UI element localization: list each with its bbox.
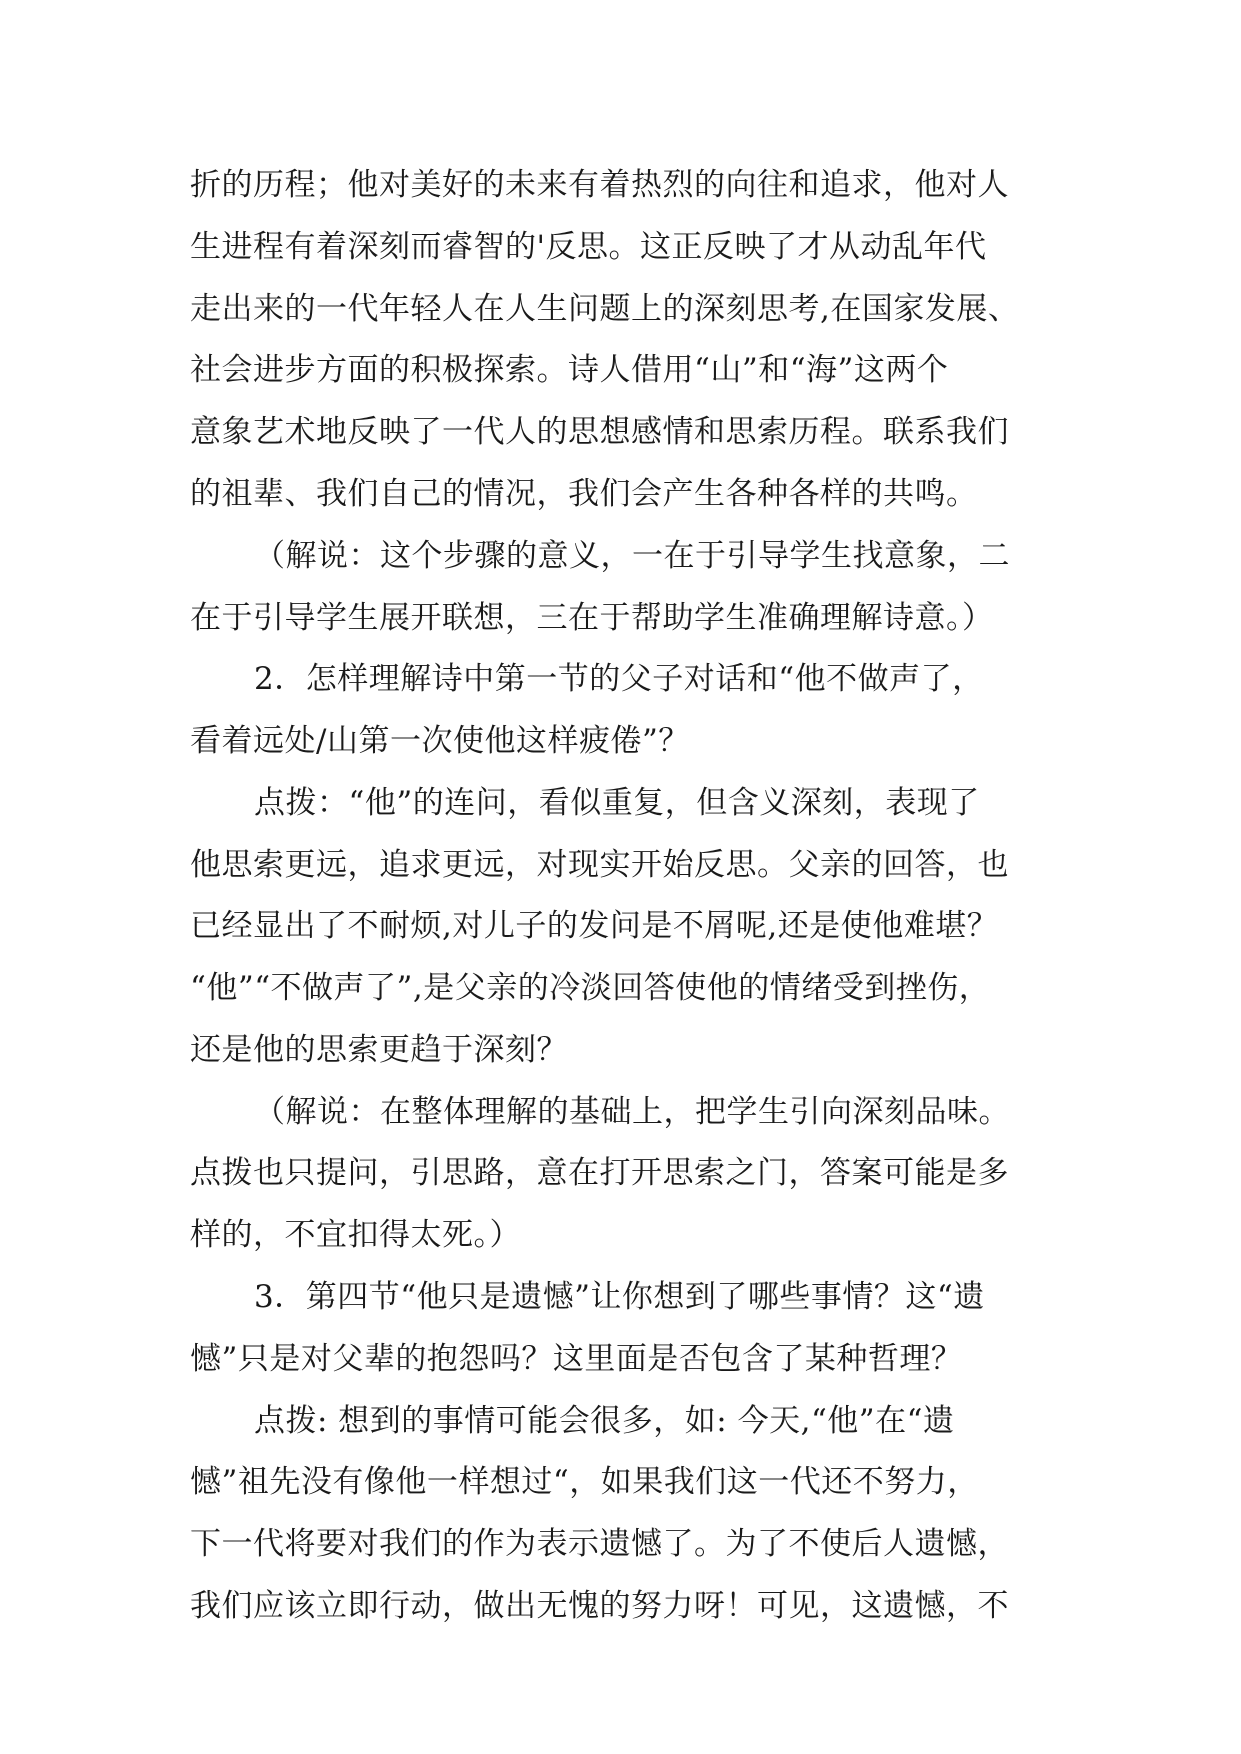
text-line: 憾”祖先没有像他一样想过“，如果我们这一代还不努力， (190, 1464, 979, 1500)
text-line: “他”“不做声了”,是父亲的冷淡回答使他的情绪受到挫伤， (190, 970, 991, 1006)
text-line: 社会进步方面的积极探索。诗人借用“山”和“海”这两个 (190, 352, 949, 388)
text-line: 样的，不宜扣得太死。） (190, 1217, 521, 1253)
text-line: 点拨：“他”的连问，看似重复，但含义深刻，表现了 (254, 785, 980, 821)
text-line: 2．怎样理解诗中第一节的父子对话和“他不做声了， (254, 661, 984, 697)
text-line: 已经显出了不耐烦,对儿子的发问是不屑呢,还是使他难堪？ (190, 908, 999, 944)
text-line: 生进程有着深刻而睿智的'反思。这正反映了才从动乱年代 (190, 229, 987, 265)
text-line: 下一代将要对我们的作为表示遗憾了。为了不使后人遗憾， (190, 1526, 1009, 1562)
text-line: （解说：在整体理解的基础上，把学生引向深刻品味。 (254, 1094, 1010, 1130)
text-line: 看着远处/山第一次使他这样疲倦”？ (190, 723, 690, 759)
text-line: 他思索更远，追求更远，对现实开始反思。父亲的回答，也 (190, 847, 1009, 883)
text-line: 我们应该立即行动，做出无愧的努力呀！可见，这遗憾，不 (190, 1588, 1009, 1624)
text-line: 3．第四节“他只是遗憾”让你想到了哪些事情？这“遗 (254, 1279, 985, 1315)
text-line: （解说：这个步骤的意义，一在于引导学生找意象，二 (254, 538, 1010, 574)
text-line: 的祖辈、我们自己的情况，我们会产生各种各样的共鸣。 (190, 476, 978, 512)
text-line: 点拨也只提问，引思路，意在打开思索之门，答案可能是多 (190, 1155, 1009, 1191)
text-line: 在于引导学生展开联想，三在于帮助学生准确理解诗意。） (190, 600, 994, 636)
text-line: 还是他的思索更趋于深刻？ (190, 1032, 568, 1068)
text-line: 点拨: 想到的事情可能会很多，如: 今天,“他”在“遗 (254, 1403, 955, 1439)
text-line: 走出来的一代年轻人在人生问题上的深刻思考,在国家发展、 (190, 291, 1020, 327)
text-line: 憾”只是对父辈的抱怨吗？这里面是否包含了某种哲理？ (190, 1341, 963, 1377)
text-line: 折的历程；他对美好的未来有着热烈的向往和追求，他对人 (190, 167, 1009, 203)
text-line: 意象艺术地反映了一代人的思想感情和思索历程。联系我们 (190, 414, 1009, 450)
